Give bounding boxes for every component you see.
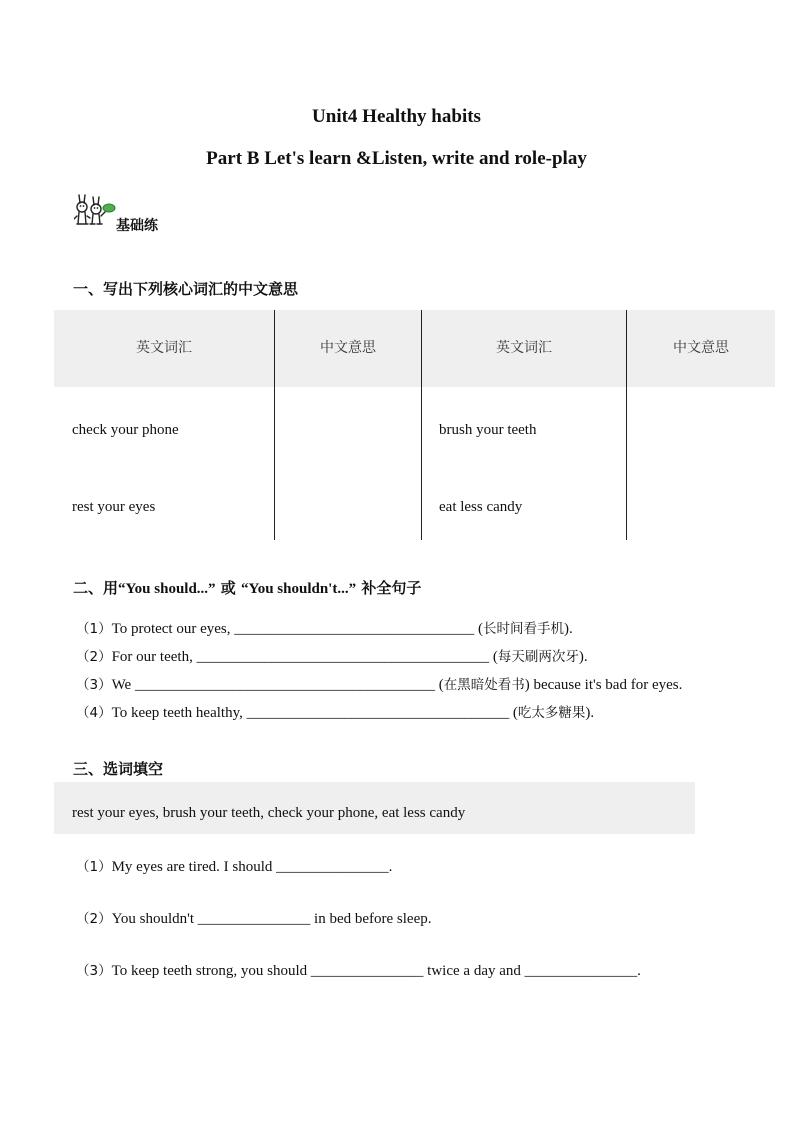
item-text[interactable]: You shouldn't _______________ in bed before sleep. [111,911,432,927]
item-text[interactable]: To keep teeth strong, you should _______________ twice a day and _______________. [111,963,641,979]
list-item [76,673,682,694]
column-divider [274,310,275,540]
paren-open: ( [509,705,518,721]
column-divider [626,310,627,540]
table-header-cell: 中文意思 [673,340,729,356]
list-item [76,959,641,980]
item-text[interactable]: My eyes are tired. I should _______________. [111,859,393,875]
item-text-end: ). [578,649,588,665]
chinese-hint: 在黑暗处看书 [443,677,525,693]
paren-open: ( [474,621,484,637]
column-divider [421,310,422,540]
table-cell-english: eat less candy [439,499,523,515]
chinese-hint: 每天刷两次牙 [497,649,579,665]
cartoon-rabbits-icon [74,194,116,228]
word-bank [54,782,695,834]
section2-heading-should: “You should...” [118,581,216,597]
list-item [76,617,573,638]
answer-blank[interactable]: ___________________________________ [246,705,510,721]
table-cell-english: brush your teeth [439,422,537,438]
answer-blank[interactable]: ________________________________ [234,621,475,637]
table-header-cell: 英文词汇 [136,340,192,356]
list-item [76,645,588,666]
practice-label: 基础练 [116,218,158,234]
paren-open: ( [489,649,498,665]
item-number: （4） [76,705,112,721]
section1-heading: 一、写出下列核心词汇的中文意思 [73,280,299,298]
table-header-cell: 中文意思 [320,340,376,356]
answer-blank[interactable]: _______________________________________ [196,649,490,665]
list-item [76,701,594,722]
item-number: （2） [76,649,112,665]
item-number: （1） [76,859,112,875]
item-text: To keep teeth healthy, [111,705,247,721]
worksheet-subtitle: Part B Let's learn &Listen, write and role-play [206,148,587,169]
table-cell-english: rest your eyes [72,499,156,515]
item-text-end: ). [585,705,595,721]
item-text-end: ). [564,621,573,637]
item-text: To protect our eyes, [111,621,235,637]
chinese-hint: 吃太多糖果 [517,705,586,721]
vocab-table [54,310,775,540]
table-header-cell: 英文词汇 [496,340,552,356]
answer-blank[interactable]: ________________________________________ [134,677,435,693]
section2-heading-shouldnt: “You shouldn't...” [241,581,357,597]
section2-heading [73,577,421,598]
item-number: （1） [76,621,112,637]
item-number: （2） [76,911,112,927]
item-number: （3） [76,677,112,693]
section2-heading-prefix: 二、用 [73,579,119,597]
worksheet-title: Unit4 Healthy habits [312,106,481,127]
item-text: For our teeth, [111,649,197,665]
table-cell-english: check your phone [72,422,179,438]
item-text: We [111,677,135,693]
item-text-end: ) because it's bad for eyes. [524,677,683,693]
list-item [76,907,432,928]
section3-heading: 三、选词填空 [73,760,164,778]
word-bank-text: rest your eyes, brush your teeth, check your phone, eat less candy [72,805,466,821]
list-item [76,855,392,876]
chinese-hint: 长时间看手机 [483,621,565,637]
section2-heading-suffix: 补全句子 [361,579,422,597]
item-number: （3） [76,963,112,979]
section2-heading-or: 或 [220,579,236,597]
paren-open: ( [434,677,444,693]
